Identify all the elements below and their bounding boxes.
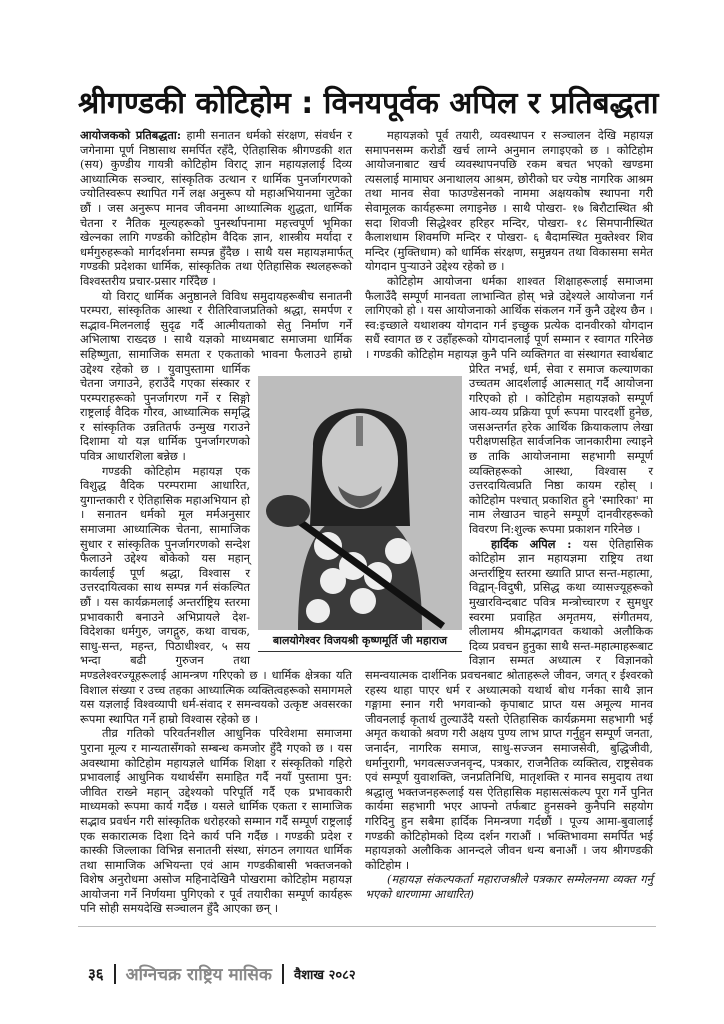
page-footer	[88, 962, 356, 985]
paragraph-lead: हार्दिक अपिल :	[491, 536, 572, 551]
photo-caption: बालयोगेश्वर विजयश्री कृष्णमूर्ति जी महाराज	[258, 632, 462, 652]
portrait-photo	[258, 376, 462, 630]
paragraph: तीव्र गतिको परिवर्तनशील आधुनिक परिवेशमा समाजमा पुराना मूल्य र मान्यतासँगको सम्बन्ध कमजोर हुँदै गएको छ । यस अवस्थामा कोटिहोम महायज्ञले धार्मिक शिक्षा र संस्कृतिको गहिरो प्रभावलाई आधुनिक यथार्थसँग समाहित गर्दै नयाँ पुस्तामा पुन: जीवित राख्ने महान् उद्देश्यको परिपूर्ति गर्दै एक प्रभावकारी माध्यमको रूपमा कार्य गर्दैछ । यसले धार्मिक एकता र सामाजिक सद्भाव प्रवर्धन गरी सांस्कृतिक धरोहरको सम्मान गर्दै सम्पूर्ण राष्ट्रलाई एक सकारात्मक दिशा दिने कार्य पनि गर्दैछ । गण्डकी प्रदेश र कास्की जिल्लाका विभिन्न सनातनी संस्था, संगठन लगायत धार्मिक तथा सामाजिक अभियन्ता एवं आम गण्डकीबासी भक्तजनको विशेष अनुरोधमा असोज महिनादेखिनै पोखरामा कोटिहोम महायज्ञ आयोजना गर्ने निर्णयमा पुगिएको र पूर्व तयारीका सम्पूर्ण कार्यहरू पनि सोही समयदेखि सञ्चालन हुँदै आएका छन् ।	[80, 726, 352, 916]
source-note: (महायज्ञ संकल्पकर्ता महाराजश्रीले पत्रकार सम्मेलनमा व्यक्त गर्नु भएको धारणामा आधारित)	[365, 872, 653, 901]
footer-divider	[78, 926, 656, 927]
paragraph: महायज्ञको पूर्व तयारी, व्यवस्थापन र सञ्चालन देखि महायज्ञ समापनसम्म करोडौं खर्च लाग्ने अनुमान लगाइएको छ । कोटिहोम आयोजनाबाट खर्च व्यवस्थापनपछि रकम बचत भएको खण्डमा त्यसलाई मामाघर अनाथालय आश्रम, छोरीको घर ज्येष्ठ नागरिक आश्रम तथा मानव सेवा फाउण्डेसनको नाममा अक्षयकोष स्थापना गरी सेवामूलक कार्यहरूमा लगाइनेछ । साथै पोखरा- १७ बिरौटास्थित श्री सदा शिवजी सिद्धेश्वर हरिहर मन्दिर, पोखरा- १८ सिमपानीस्थित कैलाशधाम शिवमणि मन्दिर र पोखरा- ६ बैदामस्थित मुक्तेश्वर शिव मन्दिर (मुक्तिधाम) को धार्मिक संरक्षण, समुन्नयन तथा विकासमा समेत योगदान पुऱ्याउने उद्देश्य रहेको छ ।	[365, 128, 653, 274]
paragraph: गण्डकी कोटिहोम महायज्ञ एक विशुद्ध वैदिक परम्परामा आधारित, युगान्तकारी र ऐतिहासिक महाअभियान हो । सनातन धर्मको मूल मर्मअनुसार समाजमा आध्यात्मिक चेतना, सामाजिक सुधार र सांस्कृतिक पुनर्जागरणको सन्देश फैलाउने उद्देश्य बोकेको यस महान् कार्यलाई पूर्ण श्रद्धा, विश्वास र उत्तरदायित्वका साथ सम्पन्न गर्न संकल्पित छौं । यस कार्यक्रमलाई अन्तर्राष्ट्रिय स्तरमा प्रभावकारी बनाउने अभिप्रायले देश-विदेशका धर्मगुरु, जगद्गुरु, कथा वाचक, साधु-सन्त, महन्त, पिठाधीश्वर, ५ सय भन्दा बढी गुरुजन तथा मण्डलेश्वरज्यूहरूलाई आमन्त्रण गरिएको छ । धार्मिक क्षेत्रका यति विशाल संख्या र उच्च तहका आध्यात्मिक व्यक्तित्वहरूको समागमले यस यज्ञलाई विश्वव्यापी धर्म-संवाद र समन्वयको उत्कृष्ट अवसरका रूपमा स्थापित गर्ने हाम्रो विश्वास रहेको छ ।	[80, 463, 352, 726]
paragraph: कोटिहोम आयोजना धर्मका शाश्वत शिक्षाहरूलाई समाजमा फैलाउँदै सम्पूर्ण मानवता लाभान्वित होस् भन्ने उद्देश्यले आयोजना गर्न लागिएको हो । यस आयोजनाको आर्थिक संकलन गर्ने कुनै उद्देश्य छैन । स्व:इच्छाले यथाशक्य योगदान गर्न इच्छुक प्रत्येक दानवीरको योगदान सधैं स्वागत छ र उहाँहरूको योगदानलाई पूर्ण सम्मान र स्वागत गरिनेछ । गण्डकी कोटिहोम महायज्ञ कुनै पनि व्यक्तिगत वा संस्थागत स्वार्थबाट प्रेरित नभई, धर्म, सेवा र समाज कल्याणका उच्चतम आदर्शलाई आत्मसात् गर्दै आयोजना गरिएको हो । कोटिहोम महायज्ञको सम्पूर्ण आय-व्यय प्रक्रिया पूर्ण रूपमा पारदर्शी हुनेछ, जसअन्तर्गत हरेक आर्थिक क्रियाकलाप लेखा परीक्षणसहित सार्वजनिक जानकारीमा ल्याइने छ ताकि आयोजनामा सहभागी सम्पूर्ण व्यक्तिहरूको आस्था, विश्वास र उत्तरदायित्वप्रति निष्ठा कायम रहोस् । कोटिहोम पश्चात् प्रकाशित हुने 'स्मारिका' मा नाम लेखाउन चाहने सम्पूर्ण दानवीरहरूको विवरण नि:शुल्क रूपमा प्रकाशन गरिनेछ ।	[365, 273, 653, 537]
separator	[114, 964, 116, 984]
paragraph: आयोजकको प्रतिबद्धता: हामी सनातन धर्मको संरक्षण, संवर्धन र जगेनामा पूर्ण निष्ठासाथ समर्पित रहँदै, ऐतिहासिक श्रीगण्डकी शत (सय) कुण्डीय गायत्री कोटिहोम विराट् ज्ञान महायज्ञलाई दिव्य आध्यात्मिक सञ्चार, सांस्कृतिक उत्थान र धार्मिक पुनर्जागरणको ज्योतिस्वरूप स्थापित गर्ने लक्ष अनुरूप यो महाअभियानमा जुटेका छौं । जस अनुरूप मानव जीवनमा आध्यात्मिक शुद्धता, धार्मिक चेतना र नैतिक मूल्यहरूको पुनर्स्थापनामा महत्त्वपूर्ण भूमिका खेल्नका लागि गण्डकी कोटिहोम वैदिक ज्ञान, शास्त्रीय मर्यादा र धर्मगुरुहरूको मार्गदर्शनमा सम्पन्न हुँदैछ । साथै यस महायज्ञमार्फत् गण्डकी प्रदेशका धार्मिक, सांस्कृतिक तथा ऐतिहासिक स्थलहरूको विश्वस्तरीय प्रचार-प्रसार गरिँदैछ ।	[80, 128, 352, 288]
issue-date: वैशाख २०८२	[293, 967, 356, 983]
paragraph: यो विराट् धार्मिक अनुष्ठानले विविध समुदायहरूबीच सनातनी परम्परा, सांस्कृतिक आस्था र रीतिरिवाजप्रतिको श्रद्धा, समर्पण र सद्भाव-मिलनलाई सुदृढ गर्दै आत्मीयताको सेतु निर्माण गर्ने अभिलाषा राख्दछ । साथै यज्ञको माध्यमबाट समाजमा धार्मिक सहिष्णुता, सामाजिक समता र एकताको भावना फैलाउने हाम्रो उद्देश्य रहेको छ । युवापुस्तामा धार्मिक चेतना जगाउने, हराउँदै गएका संस्कार र परम्पराहरूको पुनर्जागरण गर्ने र सिङ्गो राष्ट्रलाई वैदिक गौरव, आध्यात्मिक समृद्धि र सांस्कृतिक उन्नतितर्फ उन्मुख गराउने दिशामा यो यज्ञ धार्मिक पुनर्जागरणको पवित्र आधारशिला बन्नेछ ।	[80, 288, 352, 464]
article-title: श्रीगण्डकी कोटिहोम : विनयपूर्वक अपिल र प्रतिबद्धता	[78, 86, 659, 121]
separator	[282, 964, 284, 984]
paragraph-lead: आयोजकको प्रतिबद्धता:	[80, 128, 182, 142]
portrait-illustration	[258, 376, 462, 630]
paragraph: हार्दिक अपिल : यस ऐतिहासिक कोटिहोम ज्ञान महायज्ञमा राष्ट्रिय तथा अन्तर्राष्ट्रिय स्तरमा ख्याति प्राप्त सन्त-महात्मा, विद्वान्-विदुषी, प्रसिद्ध कथा व्यासज्यूहरूको मुखारविन्दबाट पवित्र मन्त्रोच्चारण र सुमधुर स्वरमा प्रवाहित अमृतमय, संगीतमय, लीलामय श्रीमद्भागवत कथाको अलौकिक दिव्य प्रवचन हुनुका साथै सन्त-महात्माहरूबाट विज्ञान सम्मत अध्यात्म र विज्ञानको समन्वयात्मक दार्शनिक प्रवचनबाट श्रोताहरूले जीवन, जगत् र ईश्वरको रहस्य थाहा पाएर धर्म र अध्यात्मको यथार्थ बोध गर्नका साथै ज्ञान गङ्गामा स्नान गरी भगवान्को कृपाबाट प्राप्त यस अमूल्य मानव जीवनलाई कृतार्थ तुल्याउँदै यस्तो ऐतिहासिक कार्यक्रममा सहभागी भई अमृत कथाको श्रवण गरी अक्षय पुण्य लाभ प्राप्त गर्नुहुन सम्पूर्ण जनता, जनार्दन, नागरिक समाज, साधु-सज्जन समाजसेवी, बुद्धिजीवी, धर्मानुरागी, भगवत्सज्जनवृन्द, पत्रकार, राजनैतिक व्यक्तित्व, राष्ट्रसेवक एवं सम्पूर्ण युवाशक्ति, जनप्रतिनिधि, मातृशक्ति र मानव समुदाय तथा श्रद्धालु भक्तजनहरूलाई यस ऐतिहासिक महासत्संकल्प पूरा गर्ने पुनित कार्यमा सहभागी भएर आफ्नो तर्फबाट हुनसक्ने कुनैपनि सहयोग गरिदिनु हुन सबैमा हार्दिक निमन्त्रणा गर्दछौं । पूज्य आमा-बुवालाई गण्डकी कोटिहोमको दिव्य दर्शन गराऔं । भक्तिभावमा समर्पित भई महायज्ञको अलौकिक आनन्दले जीवन धन्य बनाऔं । जय श्रीगण्डकी कोटिहोम ।	[365, 536, 654, 872]
page-number: ३६	[88, 964, 104, 983]
magazine-name: अग्निचक्र राष्ट्रिय मासिक	[125, 965, 272, 985]
